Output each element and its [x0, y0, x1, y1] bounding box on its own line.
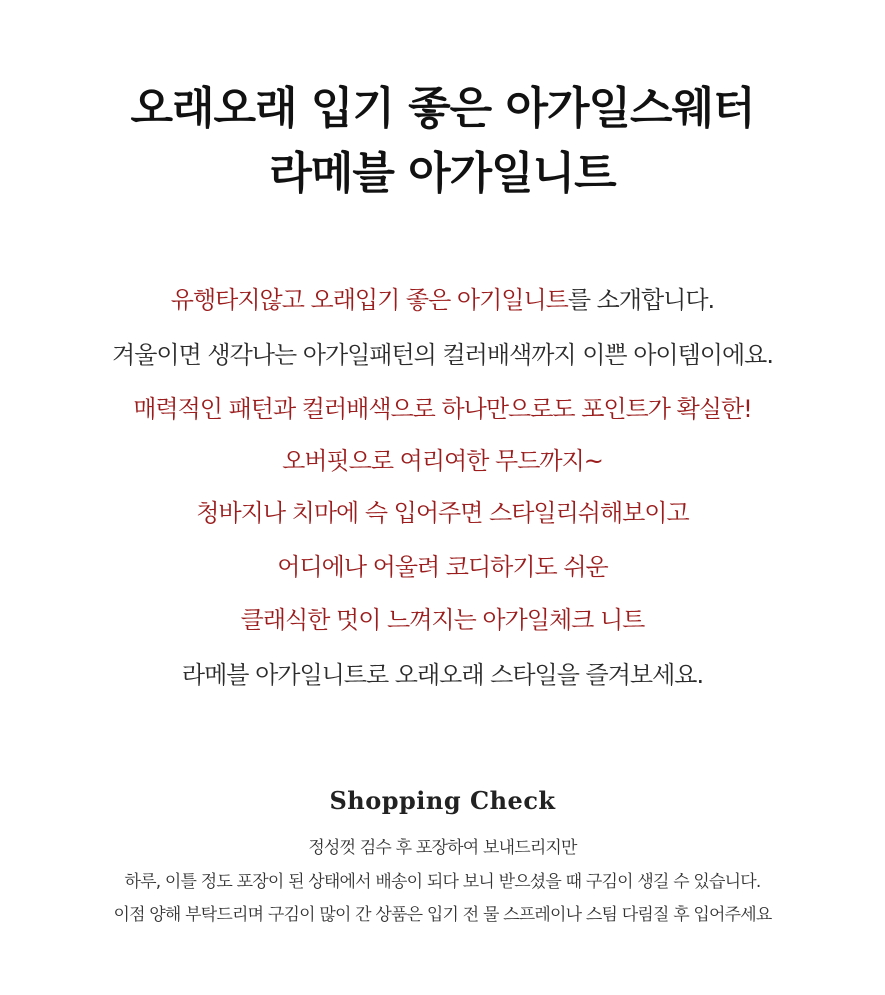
description-line1-rest: 를 소개합니다.: [567, 286, 715, 314]
shopping-check-line3: 이점 양해 부탁드리며 구김이 많이 간 상품은 입기 전 물 스프레이나 스팀 다림질 후 입어주세요: [113, 905, 772, 925]
shopping-check-title: Shopping Check: [329, 786, 556, 815]
description-line5: 청바지나 치마에 슥 입어주면 스타일리쉬해보이고: [196, 499, 689, 527]
description-line6: 어디에나 어울려 코디하기도 쉬운: [277, 553, 608, 581]
shopping-check-line2: 하루, 이틀 정도 포장이 된 상태에서 배송이 되다 보니 받으셨을 때 구김이 생길 수 있습니다.: [124, 872, 761, 892]
description-line3: 매력적인 패턴과 컬러배색으로 하나만으로도 포인트가 확실한!: [133, 395, 752, 423]
description-line7: 클래식한 멋이 느껴지는 아가일체크 니트: [240, 606, 645, 634]
description-line1: [0, 285, 885, 315]
description-line1-highlight: 유행타지않고 오래입기 좋은 아기일니트: [170, 286, 568, 314]
page-title-line1: 오래오래 입기 좋은 아가일스웨터: [130, 83, 755, 134]
description-line4: 오버핏으로 여리여한 무드까지~: [282, 447, 603, 475]
shopping-check-line1: 정성껏 검수 후 포장하여 보내드리지만: [308, 838, 577, 858]
page-title-line2: 라메블 아가일니트: [269, 148, 616, 199]
description-line8: 라메블 아가일니트로 오래오래 스타일을 즐겨보세요.: [181, 661, 704, 689]
description-line2: 겨울이면 생각나는 아가일패턴의 컬러배색까지 이쁜 아이템이에요.: [112, 341, 773, 369]
